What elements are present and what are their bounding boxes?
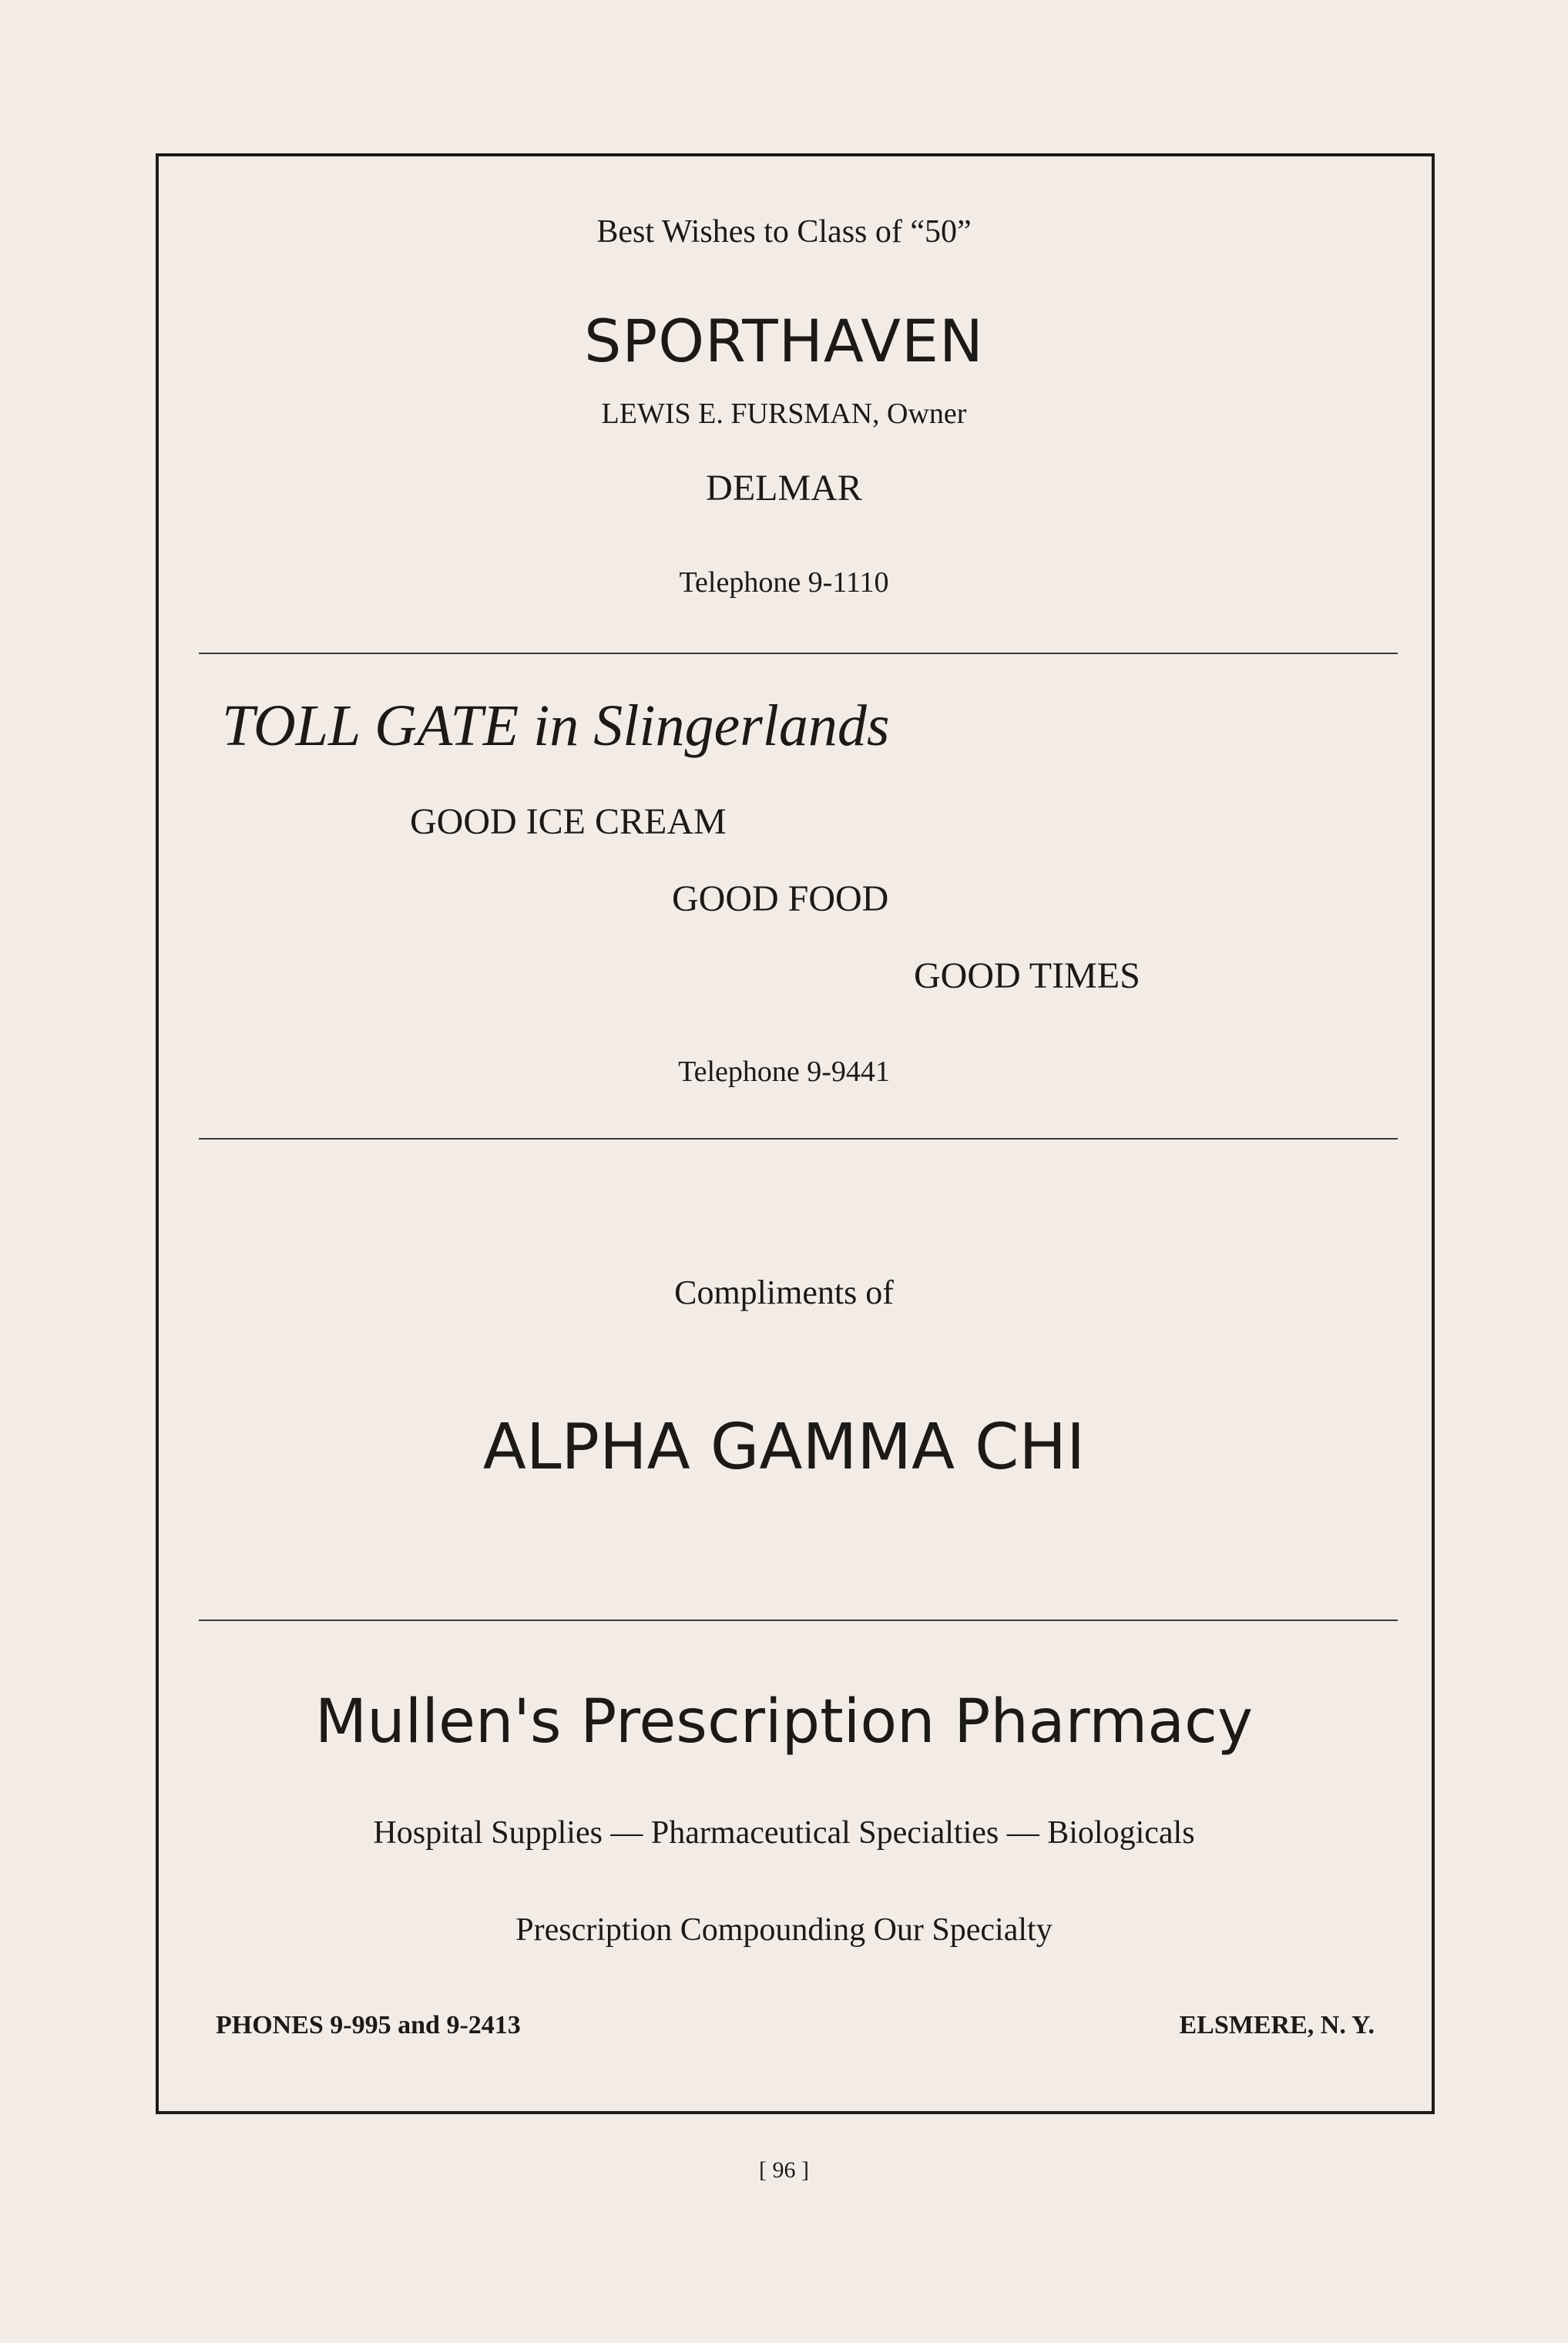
- mullens-services: Hospital Supplies — Pharmaceutical Specialties — Biologicals: [373, 1815, 1195, 1851]
- tollgate-line-times: GOOD TIMES: [914, 955, 1140, 996]
- tollgate-line-ice-cream: GOOD ICE CREAM: [410, 801, 727, 842]
- sporthaven-title: SPORTHAVEN: [584, 307, 984, 375]
- sporthaven-greeting: Best Wishes to Class of “50”: [596, 214, 972, 250]
- tollgate-telephone: Telephone 9-9441: [678, 1056, 890, 1088]
- tollgate-line-food: GOOD FOOD: [672, 878, 889, 919]
- alpha-title: ALPHA GAMMA CHI: [482, 1411, 1086, 1484]
- page-number: [ 96 ]: [759, 2157, 809, 2183]
- mullens-phones: PHONES 9-995 and 9-2413: [216, 2011, 521, 2039]
- sporthaven-telephone: Telephone 9-1110: [679, 566, 889, 599]
- mullens-location: ELSMERE, N. Y.: [1179, 2011, 1375, 2039]
- section-divider-1: [199, 653, 1398, 654]
- section-divider-2: [199, 1138, 1398, 1140]
- sporthaven-town: DELMAR: [706, 468, 862, 509]
- mullens-title: Mullen's Prescription Pharmacy: [314, 1687, 1254, 1757]
- mullens-specialty: Prescription Compounding Our Specialty: [515, 1912, 1053, 1948]
- section-divider-3: [199, 1620, 1398, 1621]
- tollgate-title: TOLL GATE in Slingerlands: [222, 693, 890, 758]
- alpha-compliments: Compliments of: [674, 1274, 894, 1311]
- sporthaven-owner: LEWIS E. FURSMAN, Owner: [601, 398, 967, 430]
